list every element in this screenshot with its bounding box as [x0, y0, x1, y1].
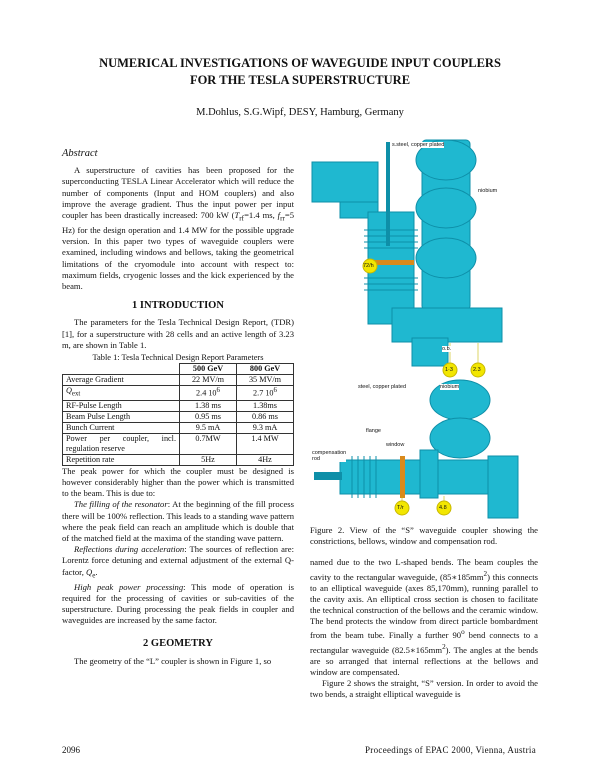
reason-reflections-lead: Reflections during acceleration [74, 544, 185, 555]
para-sup-3: 2 [442, 642, 446, 651]
qe-symbol: Q [86, 566, 93, 577]
qe-subscript: e [92, 571, 96, 580]
q-symbol: Q [66, 386, 72, 396]
label-mid-niobium: niobium [440, 384, 460, 390]
geometry-paragraph-1: The geometry of the “L” coupler is shown in Figure 1, so [74, 655, 272, 666]
abstract-heading: Abstract [62, 148, 98, 159]
q-value-500: 2.4 10 [196, 388, 217, 398]
left-column [62, 148, 294, 667]
f-symbol: f [277, 210, 281, 221]
reason-filling-lead: The filling of the resonator [74, 499, 168, 510]
row-label: Bunch Current [63, 422, 180, 433]
para-sup-1: 2 [483, 569, 488, 578]
row-label: RF-Pulse Length [63, 400, 180, 411]
t-subscript: rf [239, 214, 245, 223]
q-exp-800: 6 [273, 387, 277, 395]
reason-filling [62, 499, 294, 544]
reason-filling-text: : At the beginning of the fill process there will be 100% reflection. This leads to a standing wave pattern where the peak field can reach an amplitude which is double that of the matched field at the maxima of the standing wave pattern. [62, 499, 294, 544]
row-label: Beam Pulse Length [63, 411, 180, 422]
q-exp-500: 6 [216, 387, 220, 395]
intro-paragraph-1: The parameters for the Tesla Technical Design Report, (TDR)[1], for a superstructure with 28 cells and an active length of 3.23 m, are shown in Table 1. [62, 317, 294, 350]
proceedings-footer: Proceedings of EPAC 2000, Vienna, Austria [365, 745, 536, 755]
reason-processing-lead: High peak power processing [74, 581, 184, 592]
row-value-800: 1.38ms [237, 400, 294, 411]
t-symbol: T [234, 210, 240, 221]
table-caption: Table 1: Tesla Technical Design Report Parameters [92, 352, 264, 362]
label-window: window [386, 442, 405, 448]
table-row [63, 386, 294, 401]
row-value-800: 35 MV/m [237, 375, 294, 386]
row-label: Average Gradient [63, 375, 180, 386]
table-row [63, 422, 294, 433]
reason-reflections-text: : The sources of reflection are: Lorentz force detuning and external adjustment of the external Q-factor, [62, 544, 294, 577]
title-line-1: NUMERICAL INVESTIGATIONS OF WAVEGUIDE INPUT COUPLERS [99, 56, 501, 70]
label-top-tag: 72/h [363, 263, 374, 269]
table-row [63, 375, 294, 386]
t-value: =1.4 ms, [244, 210, 278, 221]
upper-beam-tube [392, 308, 502, 342]
title-line-2: FOR THE TESLA SUPERSTRUCTURE [189, 73, 411, 87]
para-part-a: named due to the two L-shaped bends. The beam couples the cavity to the rectangular waveguide, (85∗185mm [310, 557, 538, 582]
authors: M.Dohlus, S.G.Wipf, DESY, Hamburg, Germany [196, 107, 404, 118]
intro-paragraph-2: The peak power for which the coupler must be designed is however considerably higher than the power which is transmitted to the beam. This is due to: [62, 465, 294, 499]
upper-flange-block [412, 338, 448, 366]
para-part-c: bend connects to a rectangular waveguide (82.5∗165mm [310, 630, 538, 655]
table-col-800: 800 GeV [237, 364, 294, 375]
reason-reflections-end: . [95, 566, 98, 577]
row-value-500: 22 MV/m [180, 375, 237, 386]
lower-flange [420, 450, 438, 498]
table-row [63, 411, 294, 422]
label-tag-a: 1·3 [445, 367, 453, 373]
row-value-500: 1.38 ms [180, 400, 237, 411]
label-mid-plated: steel, copper plated [358, 384, 407, 390]
q-subscript: ext [71, 390, 81, 398]
row-value-500: 0.7MW [180, 433, 237, 454]
label-bellows-tag: o.b. [442, 346, 452, 352]
label-niobium: niobium [478, 188, 498, 194]
upper-cavity-cells [416, 140, 476, 310]
f-subscript: rr [280, 214, 285, 223]
abstract-text-a: A superstructure of cavities has been proposed for the superconducting TESLA Linear Accelerator which will reduce the number of components (Input and HOM couplers) and also improve the average gradient. Thus the input power per input coupler has been drastically increased: 700 kW ( [62, 165, 294, 221]
figure-caption: Figure 2. View of the “S” waveguide coupler showing the constrictions, bellows, window and compensation rod. [310, 525, 538, 547]
section-1-heading: 1 INTRODUCTION [132, 300, 224, 312]
lower-right-block [488, 456, 518, 518]
row-label: Power per coupler, incl. regulation reserve [63, 433, 180, 454]
row-value-800: 4Hz [237, 454, 294, 465]
label-top-plated: s.steel, copper plated [392, 142, 445, 148]
upper-waveguide-box [312, 162, 378, 202]
geometry-paragraph-continued [310, 557, 538, 678]
parameters-table [62, 363, 294, 466]
row-value-500: 0.95 ms [180, 411, 237, 422]
row-value-800: 0.86 ms [237, 411, 294, 422]
table-row [63, 433, 294, 454]
reason-reflections [62, 544, 294, 581]
label-tag-d: 4.8 [439, 505, 447, 511]
upper-rod [386, 142, 390, 246]
lower-waveguide [340, 460, 490, 494]
row-value-800: 1.4 MW [237, 433, 294, 454]
table-corner [63, 364, 180, 375]
para-sup-2: o [461, 628, 465, 637]
q-value-800: 2.7 10 [253, 388, 274, 398]
right-column [310, 138, 538, 700]
abstract-text-b: =5 Hz) for the design operation and 1.4 MW for the possible upgrade version. In this paper two types of waveguide couplers were examined, including windows and bellows, taking the geometrical limitations of the cryomodule into account with respect to: maximum fields, cryogenic losses and the kick experienced by the beam. [62, 210, 294, 291]
geometry-paragraph-2: Figure 2 shows the straight, “S” version. In order to avoid the two bends, a straight elliptical waveguide is [310, 678, 538, 700]
lower-cavity-cells [430, 380, 490, 458]
row-value-800: 9.3 mA [237, 422, 294, 433]
coupler-figure [310, 138, 538, 522]
row-value-500 [180, 386, 237, 401]
row-value-800 [237, 386, 294, 401]
table-col-500: 500 GeV [180, 364, 237, 375]
coupler-drawing [310, 138, 538, 522]
lower-window [400, 456, 405, 498]
label-compensation: compensation rod [312, 450, 347, 462]
table-row [63, 454, 294, 465]
label-tag-b: 2.3 [473, 367, 481, 373]
reason-processing-text: : This mode of operation is required for the processing of cavities or sub-cavities of the superstructure. During processing the peak fields in coupler and waveguides are increased by the same factor. [62, 581, 294, 626]
para-part-b: ) this connects to an elliptical waveguide (axes 85,170mm), running parallel to the cavity axis. An elliptical cross section is chosen to facilitate the technical construction of the bellows and the ceramic window. The bend protects the window from direct particle bombardment from the beam tube. Finally a further 90 [310, 571, 538, 641]
para-part-d: ). The angles at the bends are so arranged that internal reflections at the bellows and window are compensated. [310, 644, 539, 677]
compensation-rod [314, 472, 342, 480]
row-value-500: 5Hz [180, 454, 237, 465]
section-2-heading: 2 GEOMETRY [143, 638, 213, 650]
label-tag-c: T/r [397, 505, 404, 511]
page-number: 2096 [62, 745, 80, 755]
label-flange: flange [366, 428, 381, 434]
table-row [63, 400, 294, 411]
paper-title [0, 55, 600, 89]
row-label [63, 386, 180, 401]
abstract-text [62, 165, 294, 292]
reason-processing [62, 582, 294, 627]
row-label: Repetition rate [63, 454, 180, 465]
table-header-row [63, 364, 294, 375]
row-value-500: 9.5 mA [180, 422, 237, 433]
